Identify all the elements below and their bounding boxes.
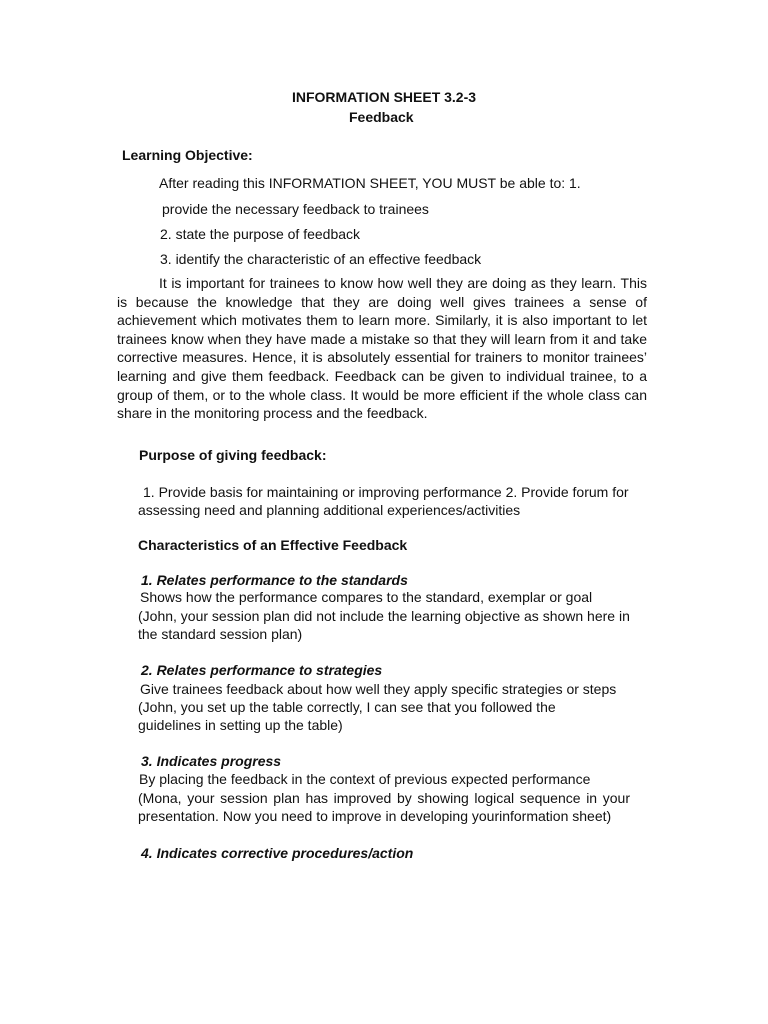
objective-item: 3. identify the characteristic of an effective feedback <box>160 251 482 267</box>
document-subtitle: Feedback <box>349 109 414 125</box>
purpose-text: 1. Provide basis for maintaining or improving performance 2. Provide forum for assessing need and planning additional experiences/activities <box>138 484 629 519</box>
intro-line: After reading this INFORMATION SHEET, YOU MUST be able to: 1. <box>159 175 581 191</box>
characteristic-description: Give trainees feedback about how well they apply specific strategies or steps <box>140 681 617 697</box>
characteristic-example: (John, your session plan did not include the learning objective as shown here in the standard session plan) <box>138 608 630 643</box>
objective-item: 2. state the purpose of feedback <box>160 226 361 242</box>
characteristic-description: By placing the feedback in the context of previous expected performance <box>139 771 591 787</box>
characteristic-title: 2. Relates performance to strategies <box>141 662 383 678</box>
purpose-heading: Purpose of giving feedback: <box>139 447 327 463</box>
characteristic-title: 4. Indicates corrective procedures/action <box>141 845 414 861</box>
characteristic-description: Shows how the performance compares to the standard, exemplar or goal <box>140 589 593 605</box>
learning-objective-heading: Learning Objective: <box>122 147 253 163</box>
characteristic-example: (Mona, your session plan has improved by showing logical sequence in your presentation. Now you need to improve in developing yourinformation sheet) <box>138 790 630 824</box>
objective-item: provide the necessary feedback to trainees <box>162 201 429 217</box>
document-title: INFORMATION SHEET 3.2-3 <box>291 89 477 105</box>
body-paragraph: It is important for trainees to know how well they are doing as they learn. This is because the knowledge that they are doing well gives trainees a sense of achievement which motivates them to learn more. Similarly, it is also important to let trainees know when they have made a mistake so that they will learn from it and take corrective measures. Hence, it is absolutely essential for trainers to monitor trainees’ learning and give them feedback. Feedback can be given to individual trainee, to a group of them, or to the whole class. It would be more efficient if the whole class can share in the monitoring process and the feedback. <box>117 275 647 422</box>
characteristics-heading: Characteristics of an Effective Feedback <box>138 537 408 553</box>
characteristic-title: 3. Indicates progress <box>141 753 282 769</box>
characteristic-example: (John, you set up the table correctly, I can see that you followed the guidelines in setting up the table) <box>138 699 556 734</box>
characteristic-title: 1. Relates performance to the standards <box>141 572 408 588</box>
